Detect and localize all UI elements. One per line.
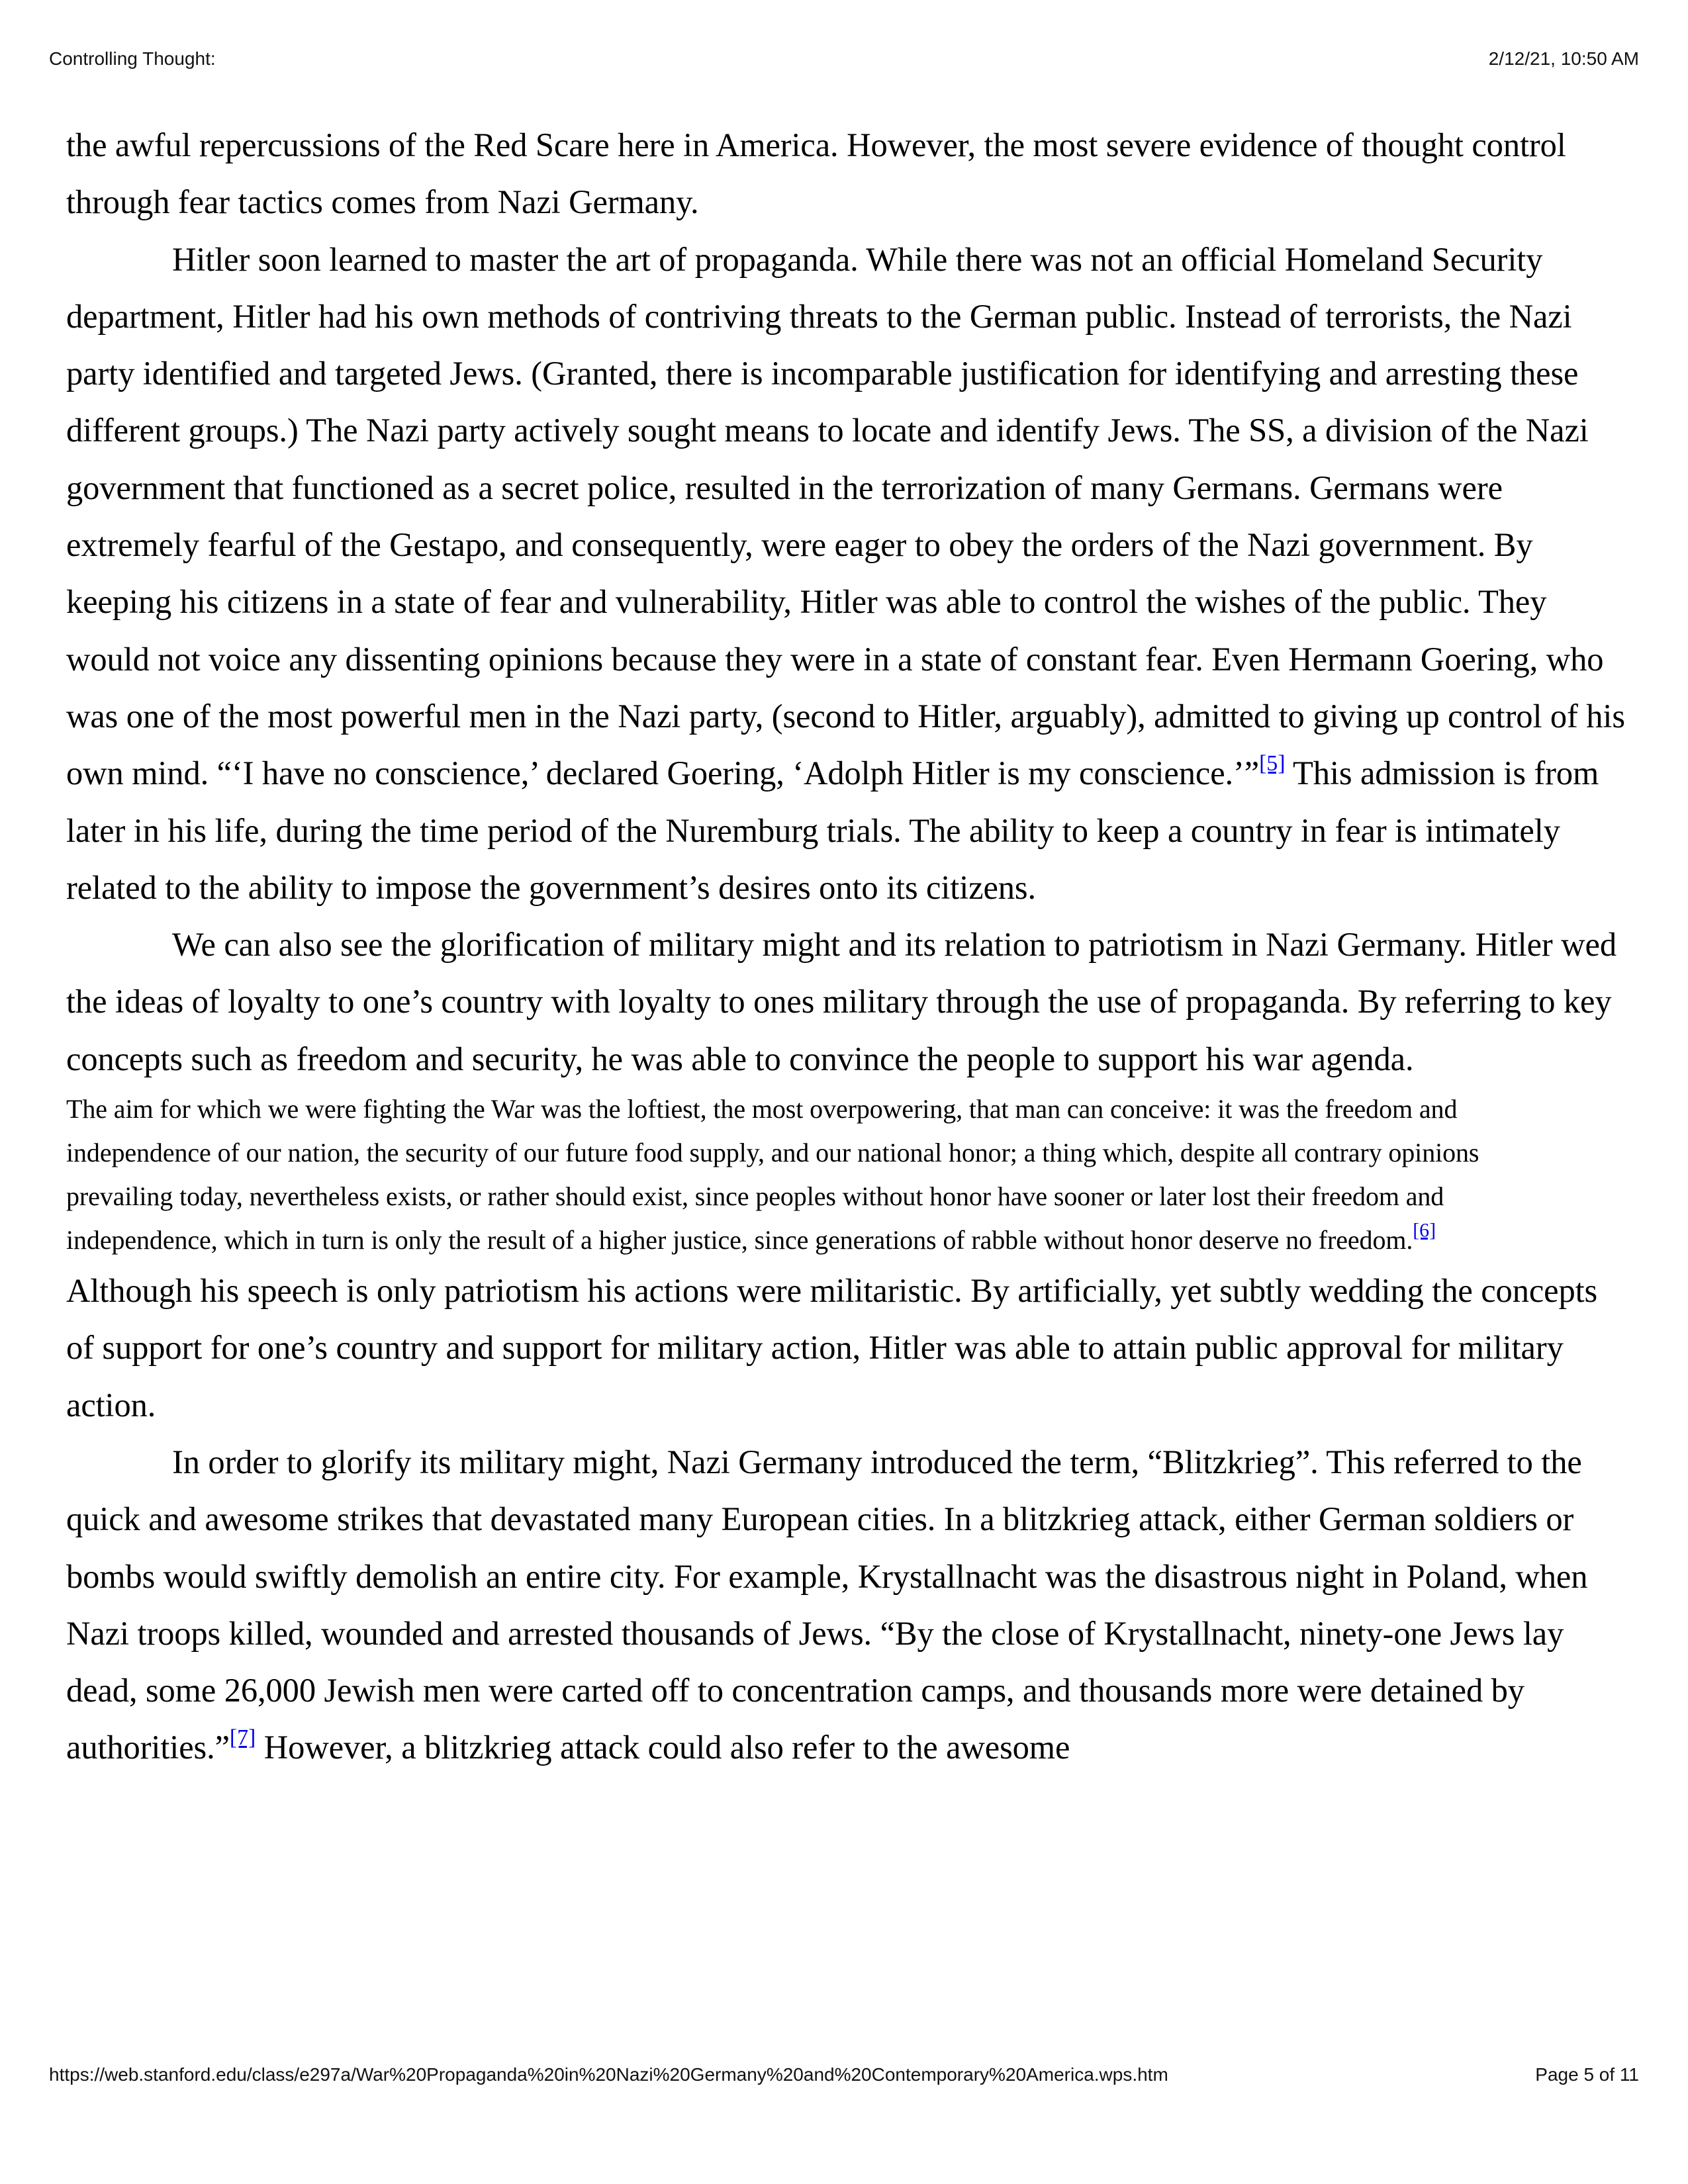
footnote-link-7[interactable]: [7] bbox=[229, 1725, 256, 1751]
quote-text: The aim for which we were fighting the War was the loftiest, the most overpowering, that man can conceive: it was the freedom and independence of our nation, the security of our future food supply, and our national honor; a thing which, despite all contrary opinions prevailing today, nevertheless exists, or rather should exist, since peoples without honor have sooner or later lost their freedom and independence, which in turn is only the result of a higher justice, since generations of rabble without honor deserve no freedom. bbox=[66, 1094, 1479, 1255]
footnote-link-6[interactable]: [6] bbox=[1413, 1219, 1436, 1242]
block-quote bbox=[66, 1087, 1496, 1262]
document-title: Controlling Thought: bbox=[49, 48, 216, 69]
footnote-ref-5 bbox=[1259, 751, 1285, 776]
paragraph-red-scare: the awful repercussions of the Red Scare here in America. However, the most severe evidence of thought control through fear tactics comes from Nazi Germany. bbox=[66, 126, 1566, 221]
paragraph-text: However, a blitzkrieg attack could also refer to the awesome bbox=[256, 1729, 1070, 1766]
paragraph-military-might: We can also see the glorification of military might and its relation to patriotism in Nazi Germany. Hitler wed the ideas of loyalty to one’s country with loyalty to ones military through the use of propaganda. By referring to key concepts such as freedom and security, he was able to convince the people to support his war agenda. bbox=[66, 926, 1617, 1077]
footnote-link-5[interactable]: [5] bbox=[1259, 751, 1286, 776]
paragraph-text: Hitler soon learned to master the art of propaganda. While there was not an official Homeland Security department, Hitler had his own methods of contriving threats to the German public. Instead of terrorists, the Nazi party identified and targeted Jews. (Granted, there is incomparable justification for identifying and arresting these different groups.) The Nazi party actively sought means to locate and identify Jews. The SS, a division of the Nazi government that functioned as a secret police, resulted in the terrorization of many Germans. Germans were extremely fearful of the Gestapo, and consequently, were eager to obey the orders of the Nazi government. By keeping his citizens in a state of fear and vulnerability, Hitler was able to control the wishes of the public. They would not voice any dissenting opinions because they were in a state of constant fear. Even Hermann Goering, who was one of the most powerful men in the Nazi party, (second to Hitler, arguably), admitted to giving up control of his own mind. “‘I have no conscience,’ declared Goering, ‘Adolph Hitler is my conscience.’” bbox=[66, 240, 1625, 792]
page-number: Page 5 of 11 bbox=[1535, 2064, 1639, 2085]
print-datetime: 2/12/21, 10:50 AM bbox=[1488, 48, 1639, 69]
paragraph-propaganda bbox=[66, 231, 1628, 917]
print-header bbox=[49, 48, 1639, 70]
print-footer bbox=[49, 2064, 1639, 2086]
footnote-ref-7 bbox=[230, 1725, 256, 1750]
footnote-ref-6 bbox=[1413, 1219, 1436, 1241]
paragraph-militaristic: Although his speech is only patriotism his actions were militaristic. By artificially, yet subtly wedding the concepts of support for one’s country and support for military action, Hitler was able to attain public approval for military action. bbox=[66, 1272, 1598, 1424]
paragraph-blitzkrieg bbox=[66, 1433, 1628, 1776]
paragraph-text: This admission is from later in his life, during the time period of the Nuremburg trials. The ability to keep a country in fear is intimately related to the ability to impose the government’s desires onto its citizens. bbox=[66, 754, 1599, 906]
article-body bbox=[66, 116, 1628, 1776]
paragraph-text: In order to glorify its military might, Nazi Germany introduced the term, “Blitzkrieg”. This referred to the quick and awesome strikes that devastated many European cities. In a blitzkrieg attack, either German soldiers or bombs would swiftly demolish an entire city. For example, Krystallnacht was the disastrous night in Poland, when Nazi troops killed, wounded and arrested thousands of Jews. “By the close of Krystallnacht, ninety-one Jews lay dead, some 26,000 Jewish men were carted off to concentration camps, and thousands more were detained by authorities.” bbox=[66, 1443, 1588, 1766]
page-url: https://web.stanford.edu/class/e297a/War%20Propaganda%20in%20Nazi%20Germany%20and%20Contemporary%20America.wps.htm bbox=[49, 2064, 1168, 2085]
